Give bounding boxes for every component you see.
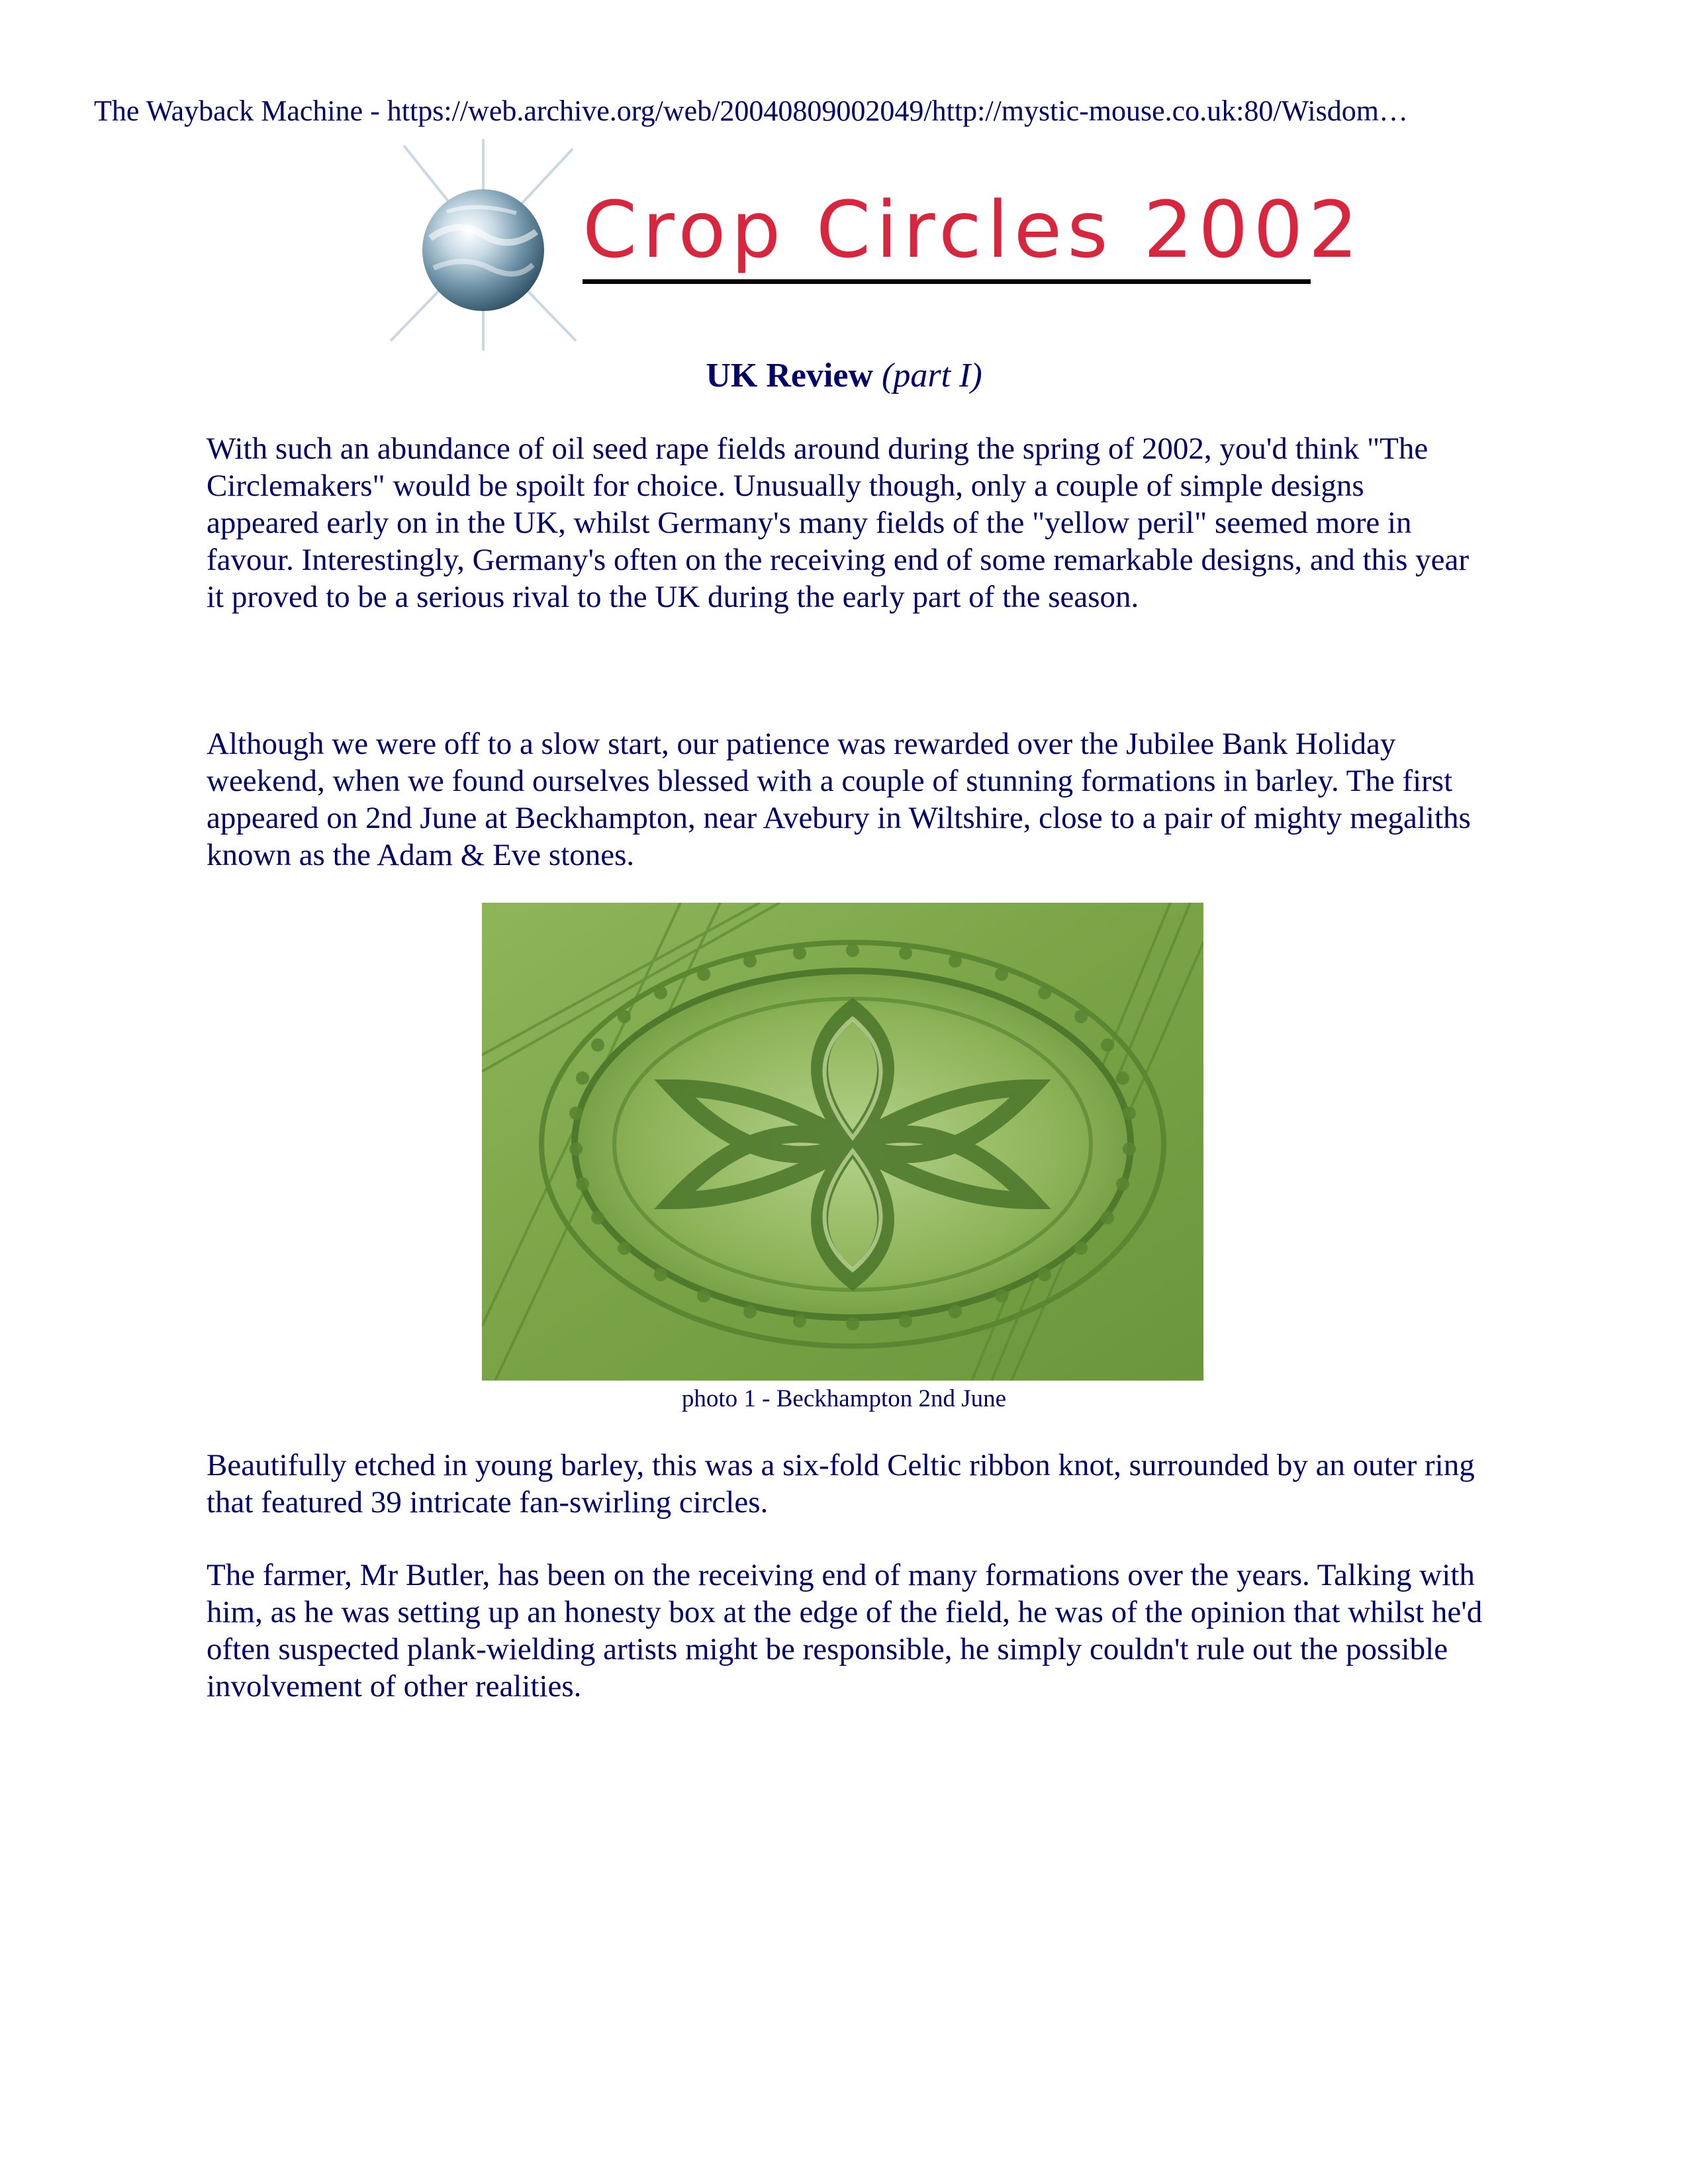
- article-paragraph-1: With such an abundance of oil seed rape fields around during the spring of 2002, you'd think "The Circlemakers" would be spoilt for choice. Unusually though, only a couple of simple designs appeared early on in the UK, whilst Germany's many fields of the "yellow peril" seemed more in favour. Interestingly, Germany's often on the receiving end of some remarkable designs, and this year it proved to be a serious rival to the UK during the early part of the season.: [207, 432, 1470, 614]
- photo-caption: photo 1 - Beckhampton 2nd June: [681, 1385, 1007, 1412]
- banner: [384, 139, 1364, 351]
- article-paragraph-2: Although we were off to a slow start, our patience was rewarded over the Jubilee Bank Holiday weekend, when we found ourselves blessed with a couple of stunning formations in barley. The first appeared on 2nd June at Beckhampton, near Avebury in Wiltshire, close to a pair of mighty megaliths known as the Adam & Eve stones.: [207, 727, 1471, 872]
- section-title: [0, 355, 1688, 397]
- section-title-main: UK Review: [706, 357, 874, 394]
- article-paragraph-3: Beautifully etched in young barley, this was a six-fold Celtic ribbon knot, surrounded by an outer ring that featured 39 intricate fan-swirling circles.: [207, 1448, 1475, 1520]
- article-paragraph-4: The farmer, Mr Butler, has been on the receiving end of many formations over the years. Talking with him, as he was setting up an honesty box at the edge of the field, he was of the opinion that whilst he'd often suspected plank-wielding artists might be responsible, he simply couldn't rule out the possible involvement of other realities.: [207, 1558, 1483, 1704]
- wayback-header: The Wayback Machine - https://web.archive.org/web/20040809002049/http://mystic-mouse.co.uk:80/Wisdom…: [94, 95, 1408, 127]
- banner-title: Crop Circles 2002: [583, 184, 1364, 275]
- banner-rule: [583, 279, 1311, 284]
- section-title-subtitle: (part I): [882, 357, 982, 394]
- crop-circle-photo: [482, 903, 1203, 1381]
- globe-icon: [384, 139, 583, 351]
